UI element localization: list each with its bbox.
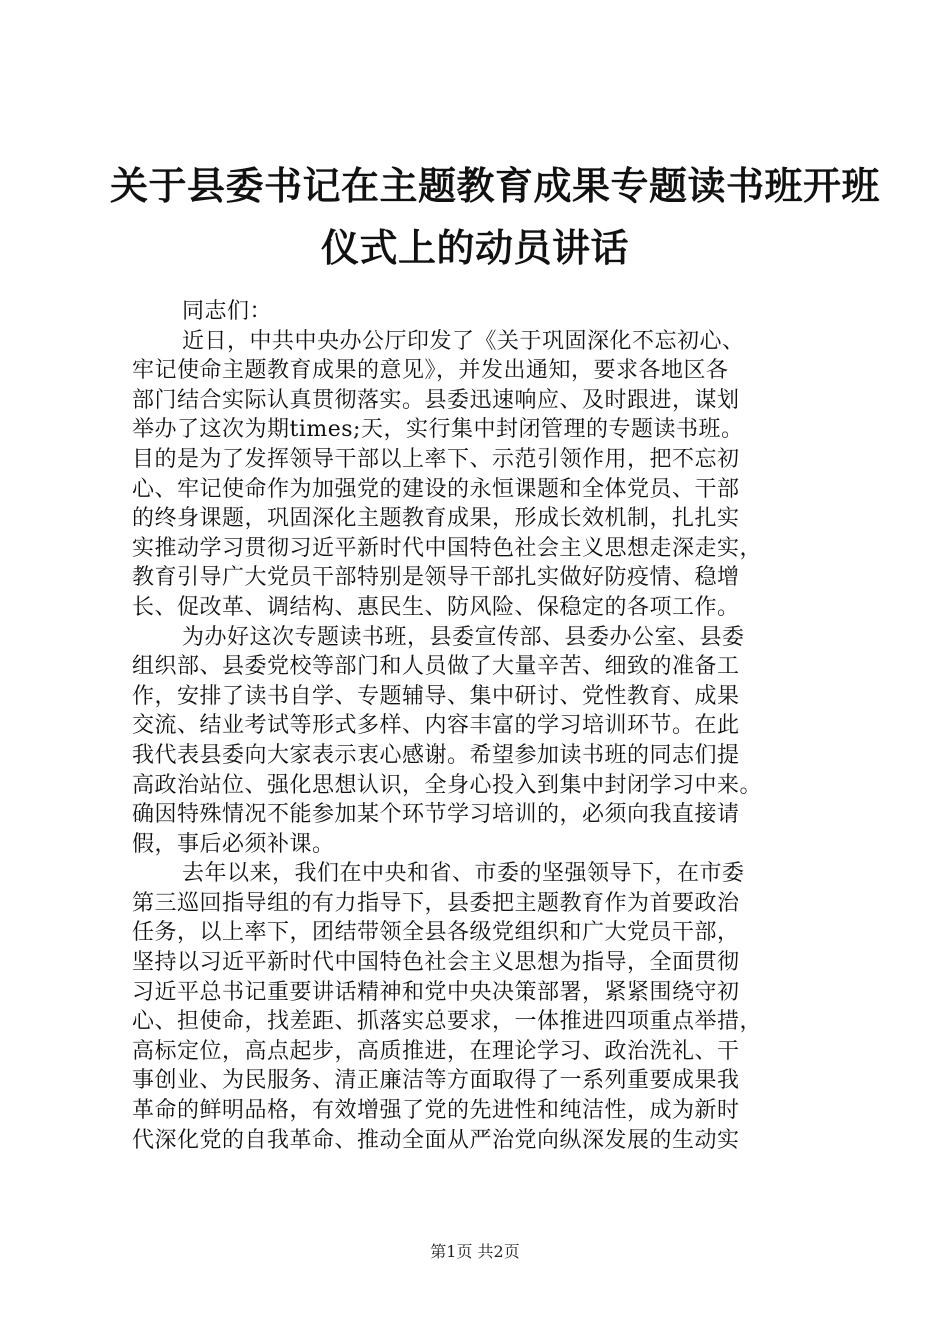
- body-line: 革命的鲜明品格，有效增强了党的先进性和纯洁性，成为新时: [132, 1098, 740, 1124]
- title-line-2: 仪式上的动员讲话: [320, 225, 629, 270]
- body-line: 高标定位，高点起步，高质推进，在理论学习、政治洗礼、干: [132, 1038, 740, 1064]
- body-line: 我代表县委向大家表示衷心感谢。希望参加读书班的同志们提: [132, 742, 740, 768]
- document-title: [110, 155, 881, 279]
- body-line: 组织部、县委党校等部门和人员做了大量辛苦、细致的准备工: [132, 654, 740, 680]
- page-footer: 第1页 共2页: [430, 1242, 520, 1261]
- body-line: 任务，以上率下，团结带领全县各级党组织和广大党员干部，: [132, 920, 740, 946]
- body-line: 目的是为了发挥领导干部以上率下、示范引领作用，把不忘初: [132, 446, 740, 472]
- body-line: 代深化党的自我革命、推动全面从严治党向纵深发展的生动实: [132, 1127, 740, 1153]
- body-line: 实推动学习贯彻习近平新时代中国特色社会主义思想走深走实，: [132, 535, 763, 561]
- body-line: 部门结合实际认真贯彻落实。县委迅速响应、及时跟进，谋划: [132, 387, 740, 413]
- body-line: 作，安排了读书自学、专题辅导、集中研讨、党性教育、成果: [132, 683, 740, 709]
- body-line: 的终身课题，巩固深化主题教育成果，形成长效机制，扎扎实: [132, 506, 740, 532]
- body-line: 为办好这次专题读书班，县委宣传部、县委办公室、县委: [182, 624, 745, 650]
- body-line: 举办了这次为期times;天，实行集中封闭管理的专题读书班。: [132, 417, 744, 443]
- body-line: 同志们：: [182, 299, 273, 324]
- body-line: 确因特殊情况不能参加某个环节学习培训的，必须向我直接请: [132, 802, 740, 828]
- body-line: 事创业、为民服务、清正廉洁等方面取得了一系列重要成果我: [132, 1068, 740, 1094]
- body-line: 习近平总书记重要讲话精神和党中央决策部署，紧紧围绕守初: [132, 979, 740, 1005]
- body-line: 去年以来，我们在中央和省、市委的坚强领导下，在市委: [182, 861, 745, 887]
- document-body: [132, 297, 844, 1155]
- body-line: 高政治站位、强化思想认识，全身心投入到集中封闭学习中来。: [132, 772, 763, 798]
- body-line: 交流、结业考试等形式多样、内容丰富的学习培训环节。在此: [132, 713, 740, 739]
- body-line: 坚持以习近平新时代中国特色社会主义思想为指导，全面贯彻: [132, 950, 740, 976]
- body-line: 心、牢记使命作为加强党的建设的永恒课题和全体党员、干部: [132, 476, 740, 502]
- title-line-1: 关于县委书记在主题教育成果专题读书班开班: [110, 163, 881, 208]
- body-line: 牢记使命主题教育成果的意见》，并发出通知，要求各地区各: [132, 358, 729, 384]
- body-line: 心、担使命，找差距、抓落实总要求，一体推进四项重点举措，: [132, 1009, 763, 1035]
- body-line: 近日，中共中央办公厅印发了《关于巩固深化不忘初心、: [182, 328, 745, 354]
- body-line: 第三巡回指导组的有力指导下，县委把主题教育作为首要政治: [132, 890, 740, 916]
- body-line: 长、促改革、调结构、惠民生、防风险、保稳定的各项工作。: [132, 594, 740, 620]
- body-line: 教育引导广大党员干部特别是领导干部扎实做好防疫情、稳增: [132, 565, 740, 591]
- body-line: 假，事后必须补课。: [132, 831, 335, 857]
